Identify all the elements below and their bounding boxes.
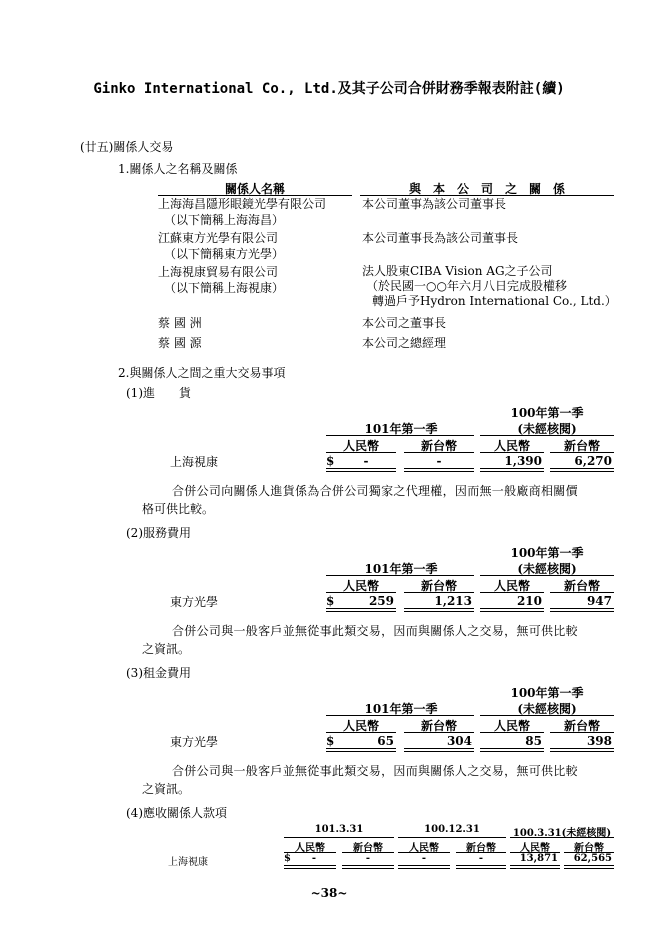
block4-date-3: 100.3.31(未經核閱) xyxy=(512,828,612,839)
block4-value-3: - xyxy=(421,853,427,864)
block1-col3: 人民幣 xyxy=(493,439,530,453)
block3-note-line2: 之資訊。 xyxy=(142,782,191,796)
block2-value-4: 947 xyxy=(586,594,612,608)
party-name-1: 上海海昌隱形眼鏡光學有限公司 （以下簡稱上海海昌） xyxy=(158,197,327,227)
block4-col3: 人民幣 xyxy=(409,843,439,854)
block4-col5: 人民幣 xyxy=(520,843,550,854)
page-number: ~38~ xyxy=(310,886,348,900)
block2-value-2: 1,213 xyxy=(434,594,472,608)
block3-col4-rule xyxy=(550,732,614,733)
block4-value-4: - xyxy=(478,853,484,864)
block1-period1: 101年第一季 xyxy=(364,422,438,436)
block4-total-rule-1 xyxy=(284,865,336,869)
block3-period1-rule xyxy=(326,715,474,716)
block4-date-3-rule xyxy=(510,837,614,838)
block1-col2-rule xyxy=(404,452,474,453)
block3-value-3: 85 xyxy=(525,734,542,748)
block1-total-rule-2 xyxy=(404,468,474,472)
block2-value-3: 210 xyxy=(516,594,542,608)
block4-date-1-rule xyxy=(284,837,394,838)
block1-period2-line2: (未經核閱) xyxy=(517,422,577,436)
block2-note-line1: 合併公司與一般客戶並無從事此類交易，因而與關係人之交易，無可供比較 xyxy=(172,624,578,638)
party-relation-2: 本公司董事長為該公司董事長 xyxy=(362,231,519,245)
block1-period2-rule xyxy=(480,435,614,436)
block3-period2-line2: (未經核閱) xyxy=(517,702,577,716)
block2-col1: 人民幣 xyxy=(342,579,379,593)
block4-row-label: 上海視康 xyxy=(168,857,208,868)
block3-period2-rule xyxy=(480,715,614,716)
block2-col1-rule xyxy=(326,592,396,593)
section-heading: (廿五)關係人交易 xyxy=(80,140,174,154)
party-name-5: 蔡 國 源 xyxy=(158,336,202,350)
block3-col1-rule xyxy=(326,732,396,733)
block4-value-5: 13,871 xyxy=(519,853,558,864)
block4-col4: 新台幣 xyxy=(466,843,496,854)
block3-note-line1: 合併公司與一般客戶並無從事此類交易，因而與關係人之交易，無可供比較 xyxy=(172,764,578,778)
block1-row-label: 上海視康 xyxy=(170,455,219,469)
block2-note-line2: 之資訊。 xyxy=(142,642,191,656)
block3-col3: 人民幣 xyxy=(493,719,530,733)
block2-period2-rule xyxy=(480,575,614,576)
block3-subheading: (3)租金費用 xyxy=(126,666,191,680)
block2-col3: 人民幣 xyxy=(493,579,530,593)
block4-date-2: 100.12.31 xyxy=(424,824,480,835)
block1-value-1: - xyxy=(363,454,369,468)
block4-total-rule-3 xyxy=(398,865,450,869)
block3-col3-rule xyxy=(480,732,544,733)
block2-col2-rule xyxy=(404,592,474,593)
block2-period1-rule xyxy=(326,575,474,576)
block2-total-rule-2 xyxy=(404,608,474,612)
block1-period1-rule xyxy=(326,435,474,436)
page-title: Ginko International Co., Ltd.及其子公司合併財務季報表附註(續) xyxy=(93,81,565,97)
block2-period1: 101年第一季 xyxy=(364,562,438,576)
block2-value-1: 259 xyxy=(368,594,394,608)
block4-total-rule-2 xyxy=(342,865,394,869)
party-relation-5: 本公司之總經理 xyxy=(362,336,447,350)
block4-col2: 新台幣 xyxy=(353,843,383,854)
block1-currency: $ xyxy=(326,454,335,468)
block4-col1: 人民幣 xyxy=(295,843,325,854)
block2-period2-line1: 100年第一季 xyxy=(510,546,584,560)
block1-col3-rule xyxy=(480,452,544,453)
block1-value-4: 6,270 xyxy=(574,454,612,468)
block2-col2: 新台幣 xyxy=(420,579,457,593)
block1-col1: 人民幣 xyxy=(342,439,379,453)
block1-subheading: (1)進 貨 xyxy=(126,386,191,400)
block1-col2: 新台幣 xyxy=(420,439,457,453)
block3-col4: 新台幣 xyxy=(563,719,600,733)
block1-value-2: - xyxy=(436,454,442,468)
party-relation-1: 本公司董事為該公司董事長 xyxy=(362,197,507,211)
block4-value-2: - xyxy=(365,853,371,864)
block3-total-rule-2 xyxy=(404,748,474,752)
block1-value-3: 1,390 xyxy=(504,454,542,468)
block3-total-rule-1 xyxy=(326,748,396,752)
block3-row-label: 東方光學 xyxy=(170,735,219,749)
block1-total-rule-4 xyxy=(550,468,614,472)
block2-currency: $ xyxy=(326,594,335,608)
col-header-name: 關係人名稱 xyxy=(224,182,285,196)
block2-row-label: 東方光學 xyxy=(170,595,219,609)
block1-period2-line1: 100年第一季 xyxy=(510,406,584,420)
block4-total-rule-6 xyxy=(564,865,614,869)
block3-col2-rule xyxy=(404,732,474,733)
block3-value-2: 304 xyxy=(446,734,472,748)
block4-value-6: 62,565 xyxy=(573,853,612,864)
block1-total-rule-3 xyxy=(480,468,544,472)
block3-period1: 101年第一季 xyxy=(364,702,438,716)
block3-total-rule-4 xyxy=(550,748,614,752)
block2-col3-rule xyxy=(480,592,544,593)
party-relation-3: 法人股東CIBA Vision AG之子公司 （於民國一○○年六月八日完成股權移 轉過戶予Hydron International Co., Ltd.） xyxy=(362,264,617,308)
block2-total-rule-4 xyxy=(550,608,614,612)
party-name-3: 上海視康貿易有限公司 （以下簡稱上海視康） xyxy=(158,265,285,295)
block4-total-rule-4 xyxy=(456,865,506,869)
block3-currency: $ xyxy=(326,734,335,748)
block4-subheading: (4)應收關係人款項 xyxy=(126,806,227,820)
block3-total-rule-3 xyxy=(480,748,544,752)
block2-subheading: (2)服務費用 xyxy=(126,526,191,540)
block1-col4: 新台幣 xyxy=(563,439,600,453)
block4-currency: $ xyxy=(284,853,291,864)
block2-total-rule-1 xyxy=(326,608,396,612)
block1-col1-rule xyxy=(326,452,396,453)
block2-col4-rule xyxy=(550,592,614,593)
block1-col4-rule xyxy=(550,452,614,453)
block2-total-rule-3 xyxy=(480,608,544,612)
block4-col6: 新台幣 xyxy=(574,843,604,854)
col-header-relation: 與 本 公 司 之 關 係 xyxy=(408,182,565,196)
block3-value-1: 65 xyxy=(377,734,394,748)
block3-col1: 人民幣 xyxy=(342,719,379,733)
part2-heading: 2.與關係人之間之重大交易事項 xyxy=(118,366,286,380)
block1-note-line1: 合併公司向關係人進貨係為合併公司獨家之代理權，因而無一般廠商相關價 xyxy=(172,484,578,498)
part1-heading: 1.關係人之名稱及關係 xyxy=(118,162,238,176)
block3-value-4: 398 xyxy=(586,734,612,748)
block1-total-rule-1 xyxy=(326,468,396,472)
block3-col2: 新台幣 xyxy=(420,719,457,733)
block4-value-1: - xyxy=(311,853,317,864)
party-relation-4: 本公司之董事長 xyxy=(362,316,447,330)
party-name-4: 蔡 國 洲 xyxy=(158,316,202,330)
block2-period2-line2: (未經核閱) xyxy=(517,562,577,576)
block4-date-2-rule xyxy=(398,837,506,838)
block2-col4: 新台幣 xyxy=(563,579,600,593)
block4-date-1: 101.3.31 xyxy=(314,824,364,835)
block4-total-rule-5 xyxy=(510,865,560,869)
block3-period2-line1: 100年第一季 xyxy=(510,686,584,700)
block1-note-line2: 格可供比較。 xyxy=(142,502,215,516)
party-name-2: 江蘇東方光學有限公司 （以下簡稱東方光學） xyxy=(158,231,285,261)
